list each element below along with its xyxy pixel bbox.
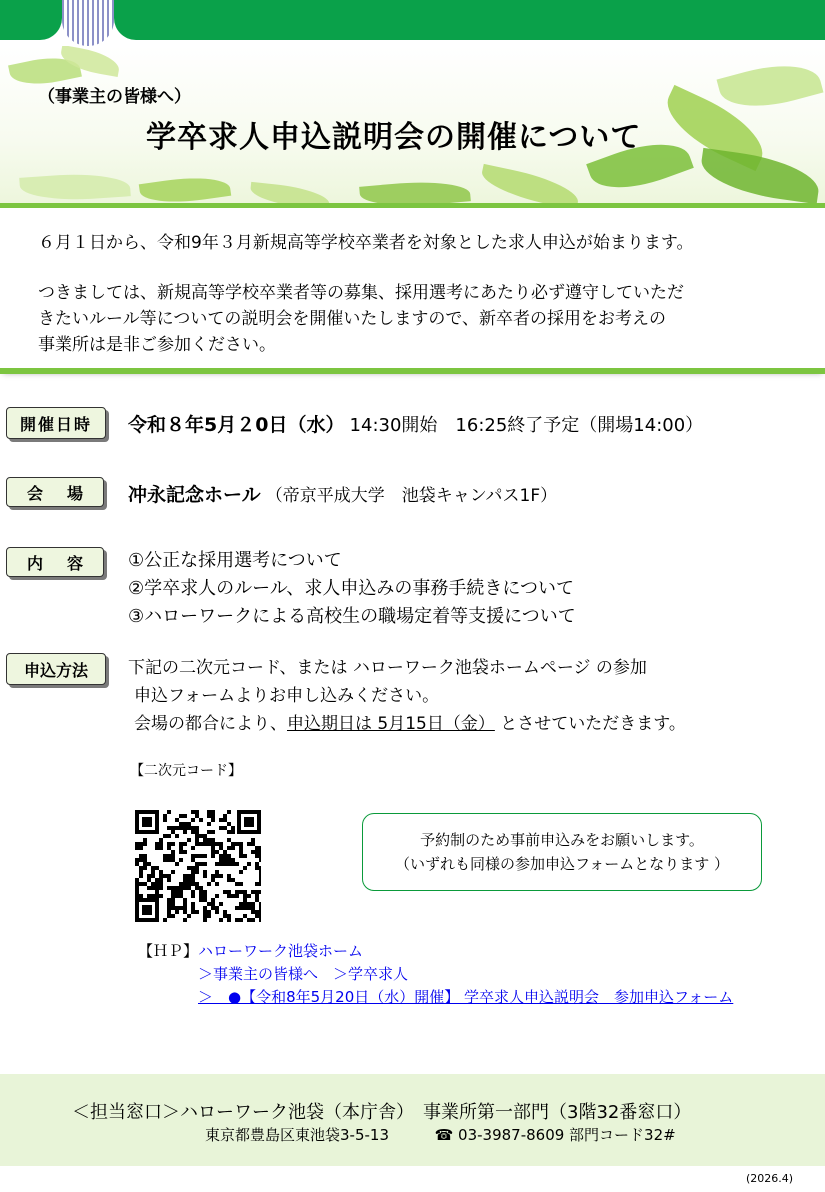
- page-title: 学卒求人申込説明会の開催について: [146, 120, 642, 155]
- notice-line-1: 予約制のため事前申込みをお願いします。: [420, 831, 704, 849]
- stripe-decoration: [62, 0, 114, 46]
- apply-line-3c: とさせていただきます。: [500, 714, 686, 734]
- notice-line-2: （いずれも同様の参加申込フォームとなります ）: [394, 855, 730, 873]
- content-label: [6, 547, 104, 577]
- intro-divider: [0, 368, 825, 374]
- top-bar-left: [0, 0, 62, 40]
- apply-line-3a: 会場の都合により、: [134, 714, 287, 734]
- apply-label: 申込方法: [6, 653, 106, 685]
- venue-value: [128, 480, 557, 507]
- top-bar-right: [114, 0, 825, 40]
- intro-line-4: 事業所は是非ご参加ください。: [38, 335, 276, 355]
- qr-code[interactable]: [135, 810, 261, 922]
- venue-detail: （帝京平成大学 池袋キャンパス1F）: [265, 486, 558, 506]
- event-date: 令和８年5月２0日（水）: [128, 414, 345, 436]
- footer-address-line: [205, 1124, 676, 1145]
- content-item: ②学卒求人のルール、求人申込みの事務手続きについて: [128, 578, 574, 599]
- hp-form-link[interactable]: ＞ ●【令和8年5月20日（水）開催】 学卒求人申込説明会 参加申込フォーム: [198, 988, 734, 1006]
- content-list: [128, 547, 576, 631]
- apply-line-1: 下記の二次元コード、または ハローワーク池袋ホームページ の参加: [128, 658, 647, 678]
- apply-line-3: [128, 710, 686, 738]
- intro-line-3: きたいルール等についての説明会を開催いたしますので、新卒者の採用をお考えの: [38, 309, 666, 329]
- datetime-label: 開催日時: [6, 407, 106, 439]
- event-time: 14:30開始 16:25終了予定（開場14:00）: [349, 415, 704, 436]
- venue-name: 冲永記念ホール: [128, 484, 261, 506]
- footer-phone: 03-3987-8609 部門コード32#: [458, 1126, 676, 1144]
- venue-label: [6, 477, 104, 507]
- notice-box: [362, 813, 762, 891]
- intro-box: [0, 208, 825, 370]
- phone-icon: ☎: [434, 1126, 454, 1144]
- apply-line-2: 申込フォームよりお申し込みください。: [134, 686, 440, 706]
- content-item: ③ハローワークによる高校生の職場定着等支援について: [128, 606, 576, 627]
- content-item: ①公正な採用選考について: [128, 550, 342, 571]
- hp-home-link[interactable]: ハローワーク池袋ホーム: [198, 942, 364, 960]
- apply-deadline: 申込期日は 5月15日（金）: [287, 714, 495, 734]
- content-label-a: 内: [27, 553, 44, 573]
- hp-prefix: 【ＨＰ】: [138, 942, 199, 960]
- date-code: (2026.4): [746, 1172, 794, 1185]
- apply-text: [128, 654, 686, 738]
- pre-title: （事業主の皆様へ）: [38, 87, 191, 107]
- footer-contact: ＜担当窓口＞ハローワーク池袋（本庁舎） 事業所第一部門（3階32番窓口）: [72, 1102, 692, 1123]
- venue-label-a: 会: [27, 483, 44, 503]
- intro-line-2: つきましては、新規高等学校卒業者等の募集、採用選考にあたり必ず遵守していただ: [38, 283, 684, 303]
- hp-path-link[interactable]: ＞事業主の皆様へ ＞学卒求人: [198, 965, 409, 983]
- content-label-b: 容: [66, 553, 83, 573]
- footer-address: 東京都豊島区東池袋3-5-13: [205, 1126, 389, 1144]
- datetime-value: [128, 410, 703, 437]
- qr-code-icon: [135, 810, 261, 922]
- hp-line: [138, 940, 363, 961]
- qr-label: 【二次元コード】: [130, 763, 242, 779]
- intro-line-1: ６月１日から、令和9年３月新規高等学校卒業者を対象とした求人申込が始まります。: [38, 233, 694, 253]
- venue-label-b: 場: [66, 483, 83, 503]
